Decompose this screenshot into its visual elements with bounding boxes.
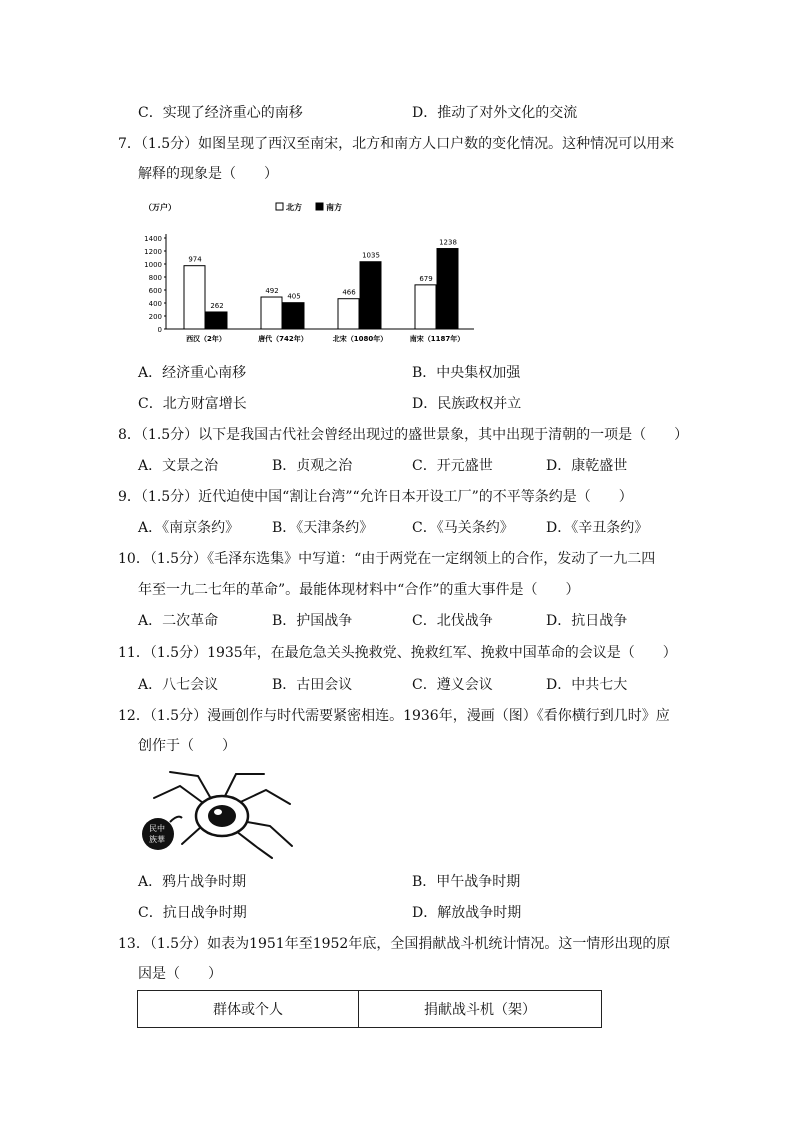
y-tick-label-2: 400 bbox=[148, 300, 162, 308]
y-tick-label-0: 0 bbox=[157, 326, 162, 334]
q10-option-b[interactable]: B．护国战争 bbox=[272, 613, 353, 629]
bar-value-label-0-1: 492 bbox=[265, 287, 279, 296]
y-tick-label-5: 1000 bbox=[144, 261, 162, 269]
y-tick-label-7: 1400 bbox=[144, 235, 162, 243]
y-axis-label: （万户） bbox=[144, 203, 176, 212]
bar-value-label-0-3: 679 bbox=[419, 274, 433, 283]
q8-option-c[interactable]: C．开元盛世 bbox=[412, 458, 493, 474]
legend-swatch-1 bbox=[316, 203, 323, 210]
q12-option-a[interactable]: A．鸦片战争时期 bbox=[138, 874, 247, 890]
bar-1-1 bbox=[283, 303, 304, 329]
bar-0-1 bbox=[261, 297, 282, 329]
y-tick-label-6: 1200 bbox=[144, 248, 162, 256]
bar-0-0 bbox=[184, 266, 205, 329]
legend-label-0: 北方 bbox=[286, 203, 302, 212]
y-tick-label-1: 200 bbox=[148, 313, 162, 321]
q9-option-b[interactable]: B．《天津条约》 bbox=[272, 520, 374, 536]
q8-option-a[interactable]: A．文景之治 bbox=[138, 458, 219, 474]
q11-stem: 11．（1.5分）1935年，在最危急关头挽救党、挽救红军、挽救中国革命的会议是（ ） bbox=[118, 645, 677, 661]
q11-option-b[interactable]: B．古田会议 bbox=[272, 677, 353, 693]
q7-stem-line2: 解释的现象是（ ） bbox=[138, 166, 278, 182]
q12-stem-line1: 12．（1.5分）漫画创作与时代需要紧密相连。1936年，漫画（图）《看你横行到几时》应 bbox=[118, 708, 670, 724]
bar-1-0 bbox=[206, 312, 227, 329]
q12-option-c[interactable]: C．抗日战争时期 bbox=[138, 905, 247, 921]
q12-stem-line2: 创作于（ ） bbox=[138, 738, 236, 754]
x-tick-label-3: 南宋（1187年） bbox=[409, 335, 465, 343]
q10-option-d[interactable]: D．抗日战争 bbox=[546, 613, 628, 629]
q11-option-a[interactable]: A．八七会议 bbox=[138, 677, 219, 693]
y-tick-label-3: 600 bbox=[148, 287, 162, 295]
q10-stem-line2: 年至一九二七年的革命”。最能体现材料中“合作”的重大事件是（ ） bbox=[138, 582, 580, 598]
q12-option-d[interactable]: D．解放战争时期 bbox=[412, 905, 522, 921]
x-tick-label-0: 西汉（2年） bbox=[186, 335, 226, 343]
q13-stem-line2: 因是（ ） bbox=[138, 966, 222, 982]
bar-value-label-0-2: 466 bbox=[342, 288, 356, 297]
bar-chart-svg bbox=[140, 198, 480, 348]
q11-option-c[interactable]: C．遵义会议 bbox=[412, 677, 493, 693]
crab-cartoon-illustration bbox=[140, 768, 300, 860]
q11-option-d[interactable]: D．中共七大 bbox=[546, 677, 628, 693]
bar-value-label-1-3: 1238 bbox=[439, 238, 457, 247]
q7-option-b[interactable]: B．中央集权加强 bbox=[412, 365, 521, 381]
q7-option-d[interactable]: D．民族政权并立 bbox=[412, 396, 522, 412]
q9-option-d[interactable]: D．《辛丑条约》 bbox=[546, 520, 649, 536]
bar-value-label-1-0: 262 bbox=[210, 301, 224, 310]
q9-option-c[interactable]: C．《马关条约》 bbox=[412, 520, 514, 536]
bar-value-label-0-0: 974 bbox=[188, 255, 202, 264]
table-header-group: 群体或个人 bbox=[138, 991, 359, 1028]
q8-option-b[interactable]: B．贞观之治 bbox=[272, 458, 353, 474]
q13-donation-table bbox=[137, 990, 602, 1028]
q7-option-c[interactable]: C．北方财富增长 bbox=[138, 396, 247, 412]
q9-option-a[interactable]: A．《南京条约》 bbox=[138, 520, 240, 536]
bomb-label-line2: 族華 bbox=[149, 835, 165, 844]
table-header-planes: 捐献战斗机（架） bbox=[359, 991, 602, 1028]
q9-stem: 9．（1.5分）近代迫使中国“割让台湾”“允许日本开设工厂”的不平等条约是（ ） bbox=[118, 489, 633, 505]
q10-stem-line1: 10．（1.5分）《毛泽东选集》中写道：“由于两党在一定纲领上的合作，发动了一九二四 bbox=[118, 551, 656, 567]
legend-swatch-0 bbox=[276, 203, 283, 210]
table-header-row bbox=[138, 991, 602, 1028]
q13-stem-line1: 13．（1.5分）如表为1951年至1952年底，全国捐献战斗机统计情况。这一情形出现的原 bbox=[118, 936, 671, 952]
bar-1-3 bbox=[437, 249, 458, 329]
q7-population-chart bbox=[140, 198, 480, 348]
x-tick-label-2: 北宋（1080年） bbox=[332, 335, 388, 343]
q10-option-c[interactable]: C．北伐战争 bbox=[412, 613, 493, 629]
q6-option-c[interactable]: C．实现了经济重心的南移 bbox=[138, 105, 303, 121]
q8-stem: 8．（1.5分）以下是我国古代社会曾经出现过的盛世景象，其中出现于清朝的一项是（ ） bbox=[118, 427, 689, 443]
bar-value-label-1-2: 1035 bbox=[362, 251, 380, 260]
q7-stem-line1: 7．（1.5分）如图呈现了西汉至南宋，北方和南方人口户数的变化情况。这种情况可以用来 bbox=[118, 136, 675, 152]
y-tick-label-4: 800 bbox=[148, 274, 162, 282]
bar-1-2 bbox=[360, 262, 381, 329]
q10-option-a[interactable]: A．二次革命 bbox=[138, 613, 219, 629]
q7-option-a[interactable]: A．经济重心南移 bbox=[138, 365, 247, 381]
q12-cartoon-image bbox=[140, 768, 300, 860]
legend-label-1: 南方 bbox=[326, 203, 342, 212]
q6-option-d[interactable]: D．推动了对外文化的交流 bbox=[412, 105, 578, 121]
bar-value-label-1-1: 405 bbox=[287, 292, 301, 301]
q8-option-d[interactable]: D．康乾盛世 bbox=[546, 458, 628, 474]
bar-0-2 bbox=[338, 299, 359, 329]
x-tick-label-1: 唐代（742年） bbox=[258, 335, 308, 343]
bar-0-3 bbox=[415, 285, 436, 329]
q12-option-b[interactable]: B．甲午战争时期 bbox=[412, 874, 521, 890]
bomb-label-line1: 民中 bbox=[149, 824, 165, 833]
